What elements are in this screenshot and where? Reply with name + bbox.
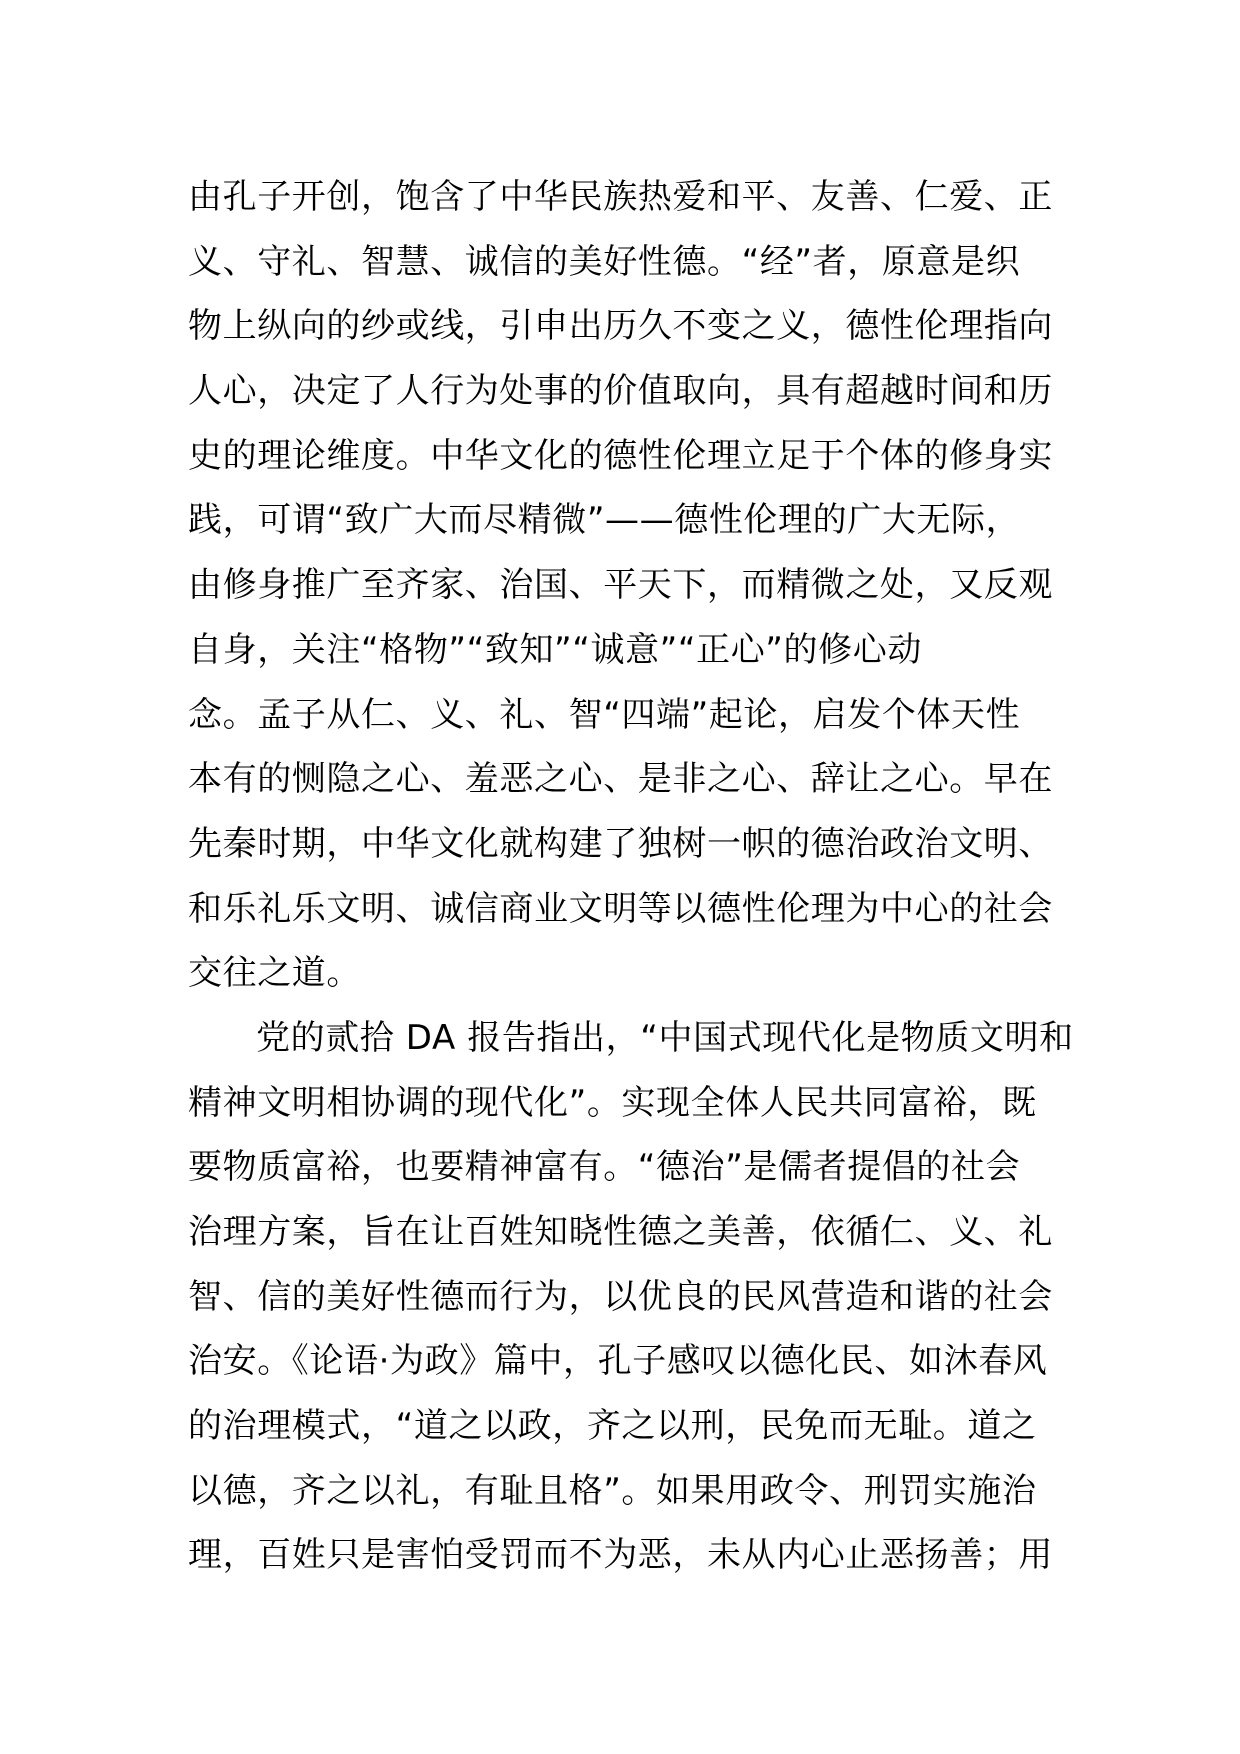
text-line: 自身，关注“格物”“致知”“诚意”“正心”的修心动 <box>188 629 922 670</box>
paragraph-2 <box>188 1006 1074 1588</box>
text-line: 的治理模式，“道之以政，齐之以刑，民免而无耻。道之 <box>188 1406 1037 1447</box>
text-line: 本有的恻隐之心、羞恶之心、是非之心、辞让之心。早在 <box>188 759 1053 800</box>
text-line: 史的理论维度。中华文化的德性伦理立足于个体的修身实 <box>188 435 1053 476</box>
text-line: 物上纵向的纱或线，引申出历久不变之义，德性伦理指向 <box>188 306 1053 347</box>
text-line: 要物质富裕，也要精神富有。“德治”是儒者提倡的社会 <box>188 1147 1021 1188</box>
text-line: 由修身推广至齐家、治国、平天下，而精微之处，又反观 <box>188 565 1053 606</box>
text-line: 践，可谓“致广大而尽精微”——德性伦理的广大无际， <box>188 500 1021 541</box>
paragraph-1 <box>188 165 1056 1006</box>
text-line: 治理方案，旨在让百姓知晓性德之美善，依循仁、义、礼 <box>188 1212 1053 1252</box>
text-line: 理，百姓只是害怕受罚而不为恶，未从内心止恶扬善；用 <box>188 1535 1053 1576</box>
text-line-indented: 党的贰拾 DA 报告指出，“中国式现代化是物质文明和 <box>256 1017 1074 1058</box>
body-text <box>188 165 1074 1588</box>
text-line: 和乐礼乐文明、诚信商业文明等以德性伦理为中心的社会 <box>188 888 1053 929</box>
text-line: 以德，齐之以礼，有耻且格”。如果用政令、刑罚实施治 <box>188 1470 1037 1511</box>
text-line: 智、信的美好性德而行为，以优良的民风营造和谐的社会 <box>188 1276 1053 1317</box>
text-line: 先秦时期，中华文化就构建了独树一帜的德治政治文明、 <box>188 823 1053 864</box>
text-line: 由孔子开创，饱含了中华民族热爱和平、友善、仁爱、正 <box>188 177 1053 217</box>
text-line: 交往之道。 <box>188 953 361 994</box>
text-line: 精神文明相协调的现代化”。实现全体人民共同富裕，既 <box>188 1082 1037 1123</box>
text-line: 义、守礼、智慧、诚信的美好性德。“经”者，原意是织 <box>188 241 1021 282</box>
text-line: 人心，决定了人行为处事的价值取向，具有超越时间和历 <box>188 371 1053 412</box>
text-line: 念。孟子从仁、义、礼、智“四端”起论，启发个体天性 <box>188 694 1021 735</box>
text-line: 治安。《论语·为政》篇中，孔子感叹以德化民、如沐春风 <box>188 1341 1048 1382</box>
